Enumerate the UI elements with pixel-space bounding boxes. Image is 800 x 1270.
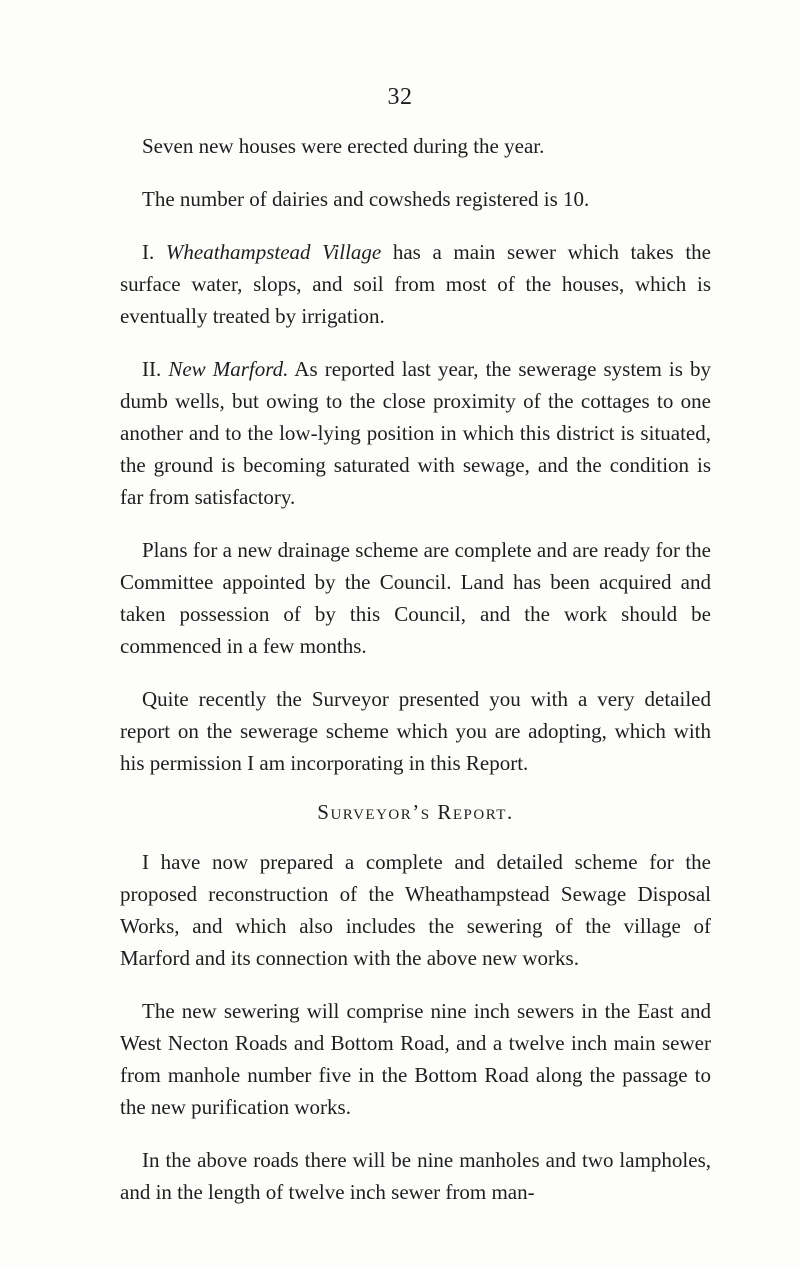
section-number: I. <box>142 240 166 264</box>
page-number: 32 <box>387 84 413 110</box>
section-title: New Marford. <box>168 357 289 381</box>
section-number: II. <box>142 357 169 381</box>
paragraph-new-sewering: The new sewering will comprise nine inch sewers in the East and West Necton Roads and Bottom Road, and a twelve inch main sewer from manhole number five in the Bottom Road along the passage to the new purification works. <box>120 999 711 1119</box>
section-title: Wheathampstead Village <box>165 240 382 264</box>
section-text: As reported last year, the sewerage system is by dumb wells, but owing to the close proximity of the cottages to one another and to the low-lying position in which this district is situated, the ground is becoming saturated with sewage, and the condition is far from satisfactory. <box>120 357 711 509</box>
section-text: has a main sewer which takes the surface water, slops, and soil from most of the houses, which is eventually treated by irrigation. <box>120 240 711 328</box>
paragraph-new-marford <box>120 353 711 513</box>
paragraph-drainage-plans: Plans for a new drainage scheme are complete and are ready for the Committee appointed by the Council. Land has been acquired and taken possession of by this Council, and the work should be commenced in a few months. <box>120 538 711 658</box>
section-heading: Surveyor’s Report. <box>317 800 514 824</box>
body-text <box>120 130 711 1229</box>
paragraph-wheathampstead-village <box>120 236 711 332</box>
paragraph-dairies: The number of dairies and cowsheds registered is 10. <box>142 187 590 211</box>
paragraph-manholes: In the above roads there will be nine manholes and two lampholes, and in the length of twelve inch sewer from man- <box>120 1148 711 1204</box>
paragraph-new-houses: Seven new houses were erected during the year. <box>142 134 545 158</box>
paragraph-scheme: I have now prepared a complete and detailed scheme for the proposed reconstruction of the Wheathampstead Sewage Disposal Works, and which also includes the sewering of the village of Marford and its connection with the above new works. <box>120 850 711 970</box>
paragraph-surveyor-intro: Quite recently the Surveyor presented you with a very detailed report on the sewerage scheme which you are adopting, which with his permission I am incorporating in this Report. <box>120 687 711 775</box>
